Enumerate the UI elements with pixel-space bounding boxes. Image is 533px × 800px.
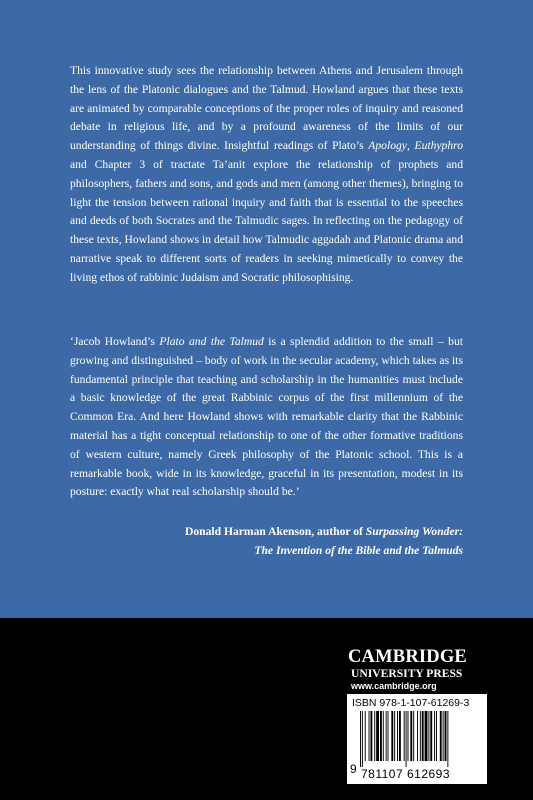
barcode-bar xyxy=(413,711,414,761)
barcode-digits: 781107 612693 xyxy=(361,767,451,781)
barcode-bar xyxy=(394,711,395,761)
euthyphro-title: Euthyphro xyxy=(414,139,463,153)
isbn-label: ISBN 978-1-107-61269-3 xyxy=(352,697,470,709)
barcode-graphic xyxy=(360,711,483,767)
barcode-bars xyxy=(360,711,483,767)
publisher-press: UNIVERSITY PRESS xyxy=(351,667,463,680)
barcode-bar xyxy=(408,711,409,761)
barcode-bar xyxy=(447,711,448,767)
barcode-bar xyxy=(370,711,372,761)
endorsement-attribution xyxy=(70,523,463,561)
barcode-bar xyxy=(391,711,393,761)
apology-title: Apology xyxy=(368,139,407,153)
barcode-bar xyxy=(362,711,363,767)
barcode-bar xyxy=(388,711,389,761)
barcode-bar xyxy=(399,711,401,761)
barcode-bar xyxy=(383,711,384,761)
separator: , xyxy=(406,139,415,153)
quote-book-title: Plato and the Talmud xyxy=(159,335,264,348)
barcode-bar xyxy=(386,711,387,761)
barcode-bar xyxy=(406,711,407,767)
barcode-bar xyxy=(360,711,361,767)
barcode-bar xyxy=(417,711,418,761)
barcode-first-digit: 9 xyxy=(350,762,357,776)
barcode-bar xyxy=(440,711,442,761)
barcode-bar xyxy=(397,711,398,761)
endorsement-quote xyxy=(70,333,463,502)
barcode-bar xyxy=(425,711,428,761)
book-description xyxy=(70,62,463,288)
barcode-bar xyxy=(428,711,429,761)
attribution-line-2 xyxy=(70,542,463,561)
barcode-bar xyxy=(420,711,421,761)
publisher-name: CAMBRIDGE xyxy=(348,647,467,667)
publisher-logo xyxy=(348,647,488,692)
barcode-bar xyxy=(369,711,370,761)
publisher-url: www.cambridge.org xyxy=(351,681,437,691)
barcode-bar xyxy=(410,711,412,761)
barcode-bar xyxy=(376,711,379,761)
barcode-bar xyxy=(443,711,444,761)
barcode-bar xyxy=(445,711,447,761)
barcode-bar xyxy=(365,711,366,761)
description-text-cont: and Chapter 3 of tractate Ta’anit explore the relationship of prophets and philosophers, fathers and sons, and gods and men (among other themes), bringing to light the tension between rational inquiry and faith that is essential to the speeches and deeds of both Socrates and the Talmudic sages. In reflecting on the pedagogy of these texts, Howland shows in detail how Talmudic aggadah and Platonic drama and narrative speak to different sorts of readers in seeking mimetically to convey the living ethos of rabbinic Judaism and Socratic philosophising. xyxy=(70,157,463,284)
attribution-book-1: Surpassing Wonder: xyxy=(365,525,463,538)
barcode-bar xyxy=(422,711,424,761)
barcode-bar xyxy=(374,711,375,761)
attribution-line-1 xyxy=(70,523,463,542)
attribution-book-2: The Invention of the Bible and the Talmuds xyxy=(254,543,463,557)
barcode-bar xyxy=(436,711,437,761)
barcode-bar xyxy=(404,711,405,761)
barcode-bar xyxy=(430,711,432,761)
attribution-author: Donald Harman Akenson, author of xyxy=(184,525,366,538)
quote-text-cont: is a splendid addition to the small – but growing and distinguished – body of work in the secular academy, which takes as its fundamental principle that teaching and scholarship in the humanities must include a basic knowledge of the great Rabbinic corpus of the first millennium of the Common Era. And here Howland shows with remarkable clarity that the Rabbinic material has a tight conceptual relationship to one of the other formative traditions of western culture, namely Greek philosophy of the Platonic school. This is a remarkable book, wide in its knowledge, graceful in its presentation, modest in its posture: exactly what real scholarship should be.’ xyxy=(70,335,463,499)
quote-text: ‘Jacob Howland’s xyxy=(70,335,160,348)
barcode-bar xyxy=(434,711,435,761)
isbn-barcode xyxy=(347,694,487,784)
barcode-bar xyxy=(380,711,382,761)
description-text: This innovative study sees the relationship between Athens and Jerusalem through the lens of the Platonic dialogues and the Talmud. Howland argues that these texts are animated by comparable conceptions of the proper roles of inquiry and reasoned debate in religious life, and by a profound awareness of the limits of our understanding of things divine. Insightful readings of Plato’s xyxy=(70,64,463,153)
